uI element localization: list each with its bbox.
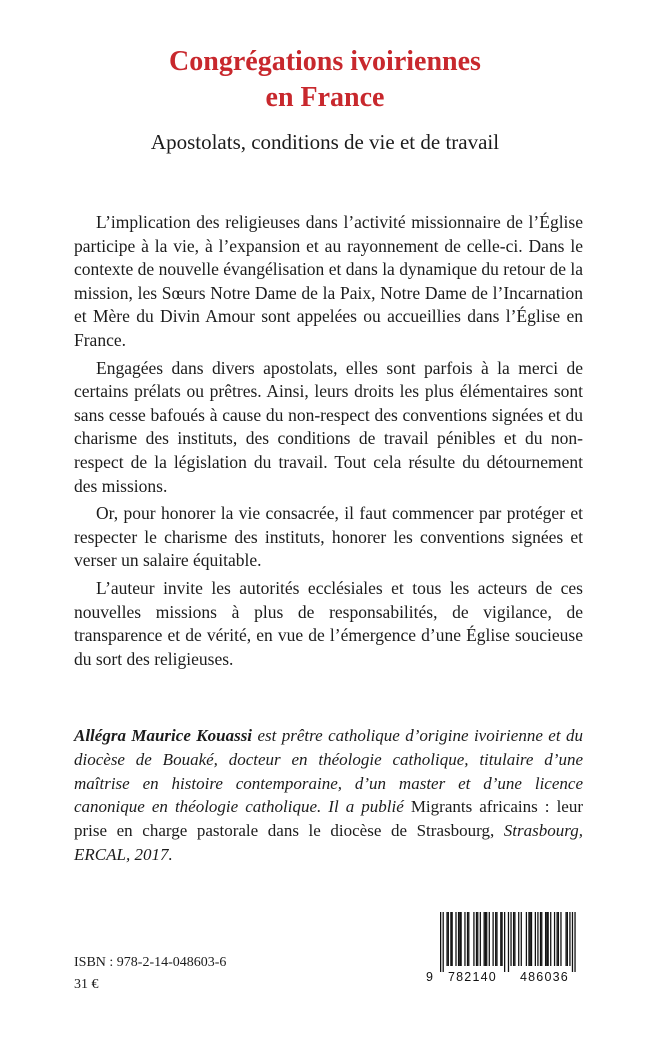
summary-paragraph-1: L’implication des religieuses dans l’activité missionnaire de l’Église participe à la vie, à l’expansion et au rayonnement de celle-ci. Dans le contexte de nouvelle évangélisation et dans la dynamique du retour de la mission, les Sœurs Notre Dame de la Paix, Notre Dame de l’Incarnation et Mère du Divin Amour sont appelées ou accueillies dans l’Église en France. [74,212,583,350]
summary-paragraph-4: L’auteur invite les autorités ecclésiales et tous les acteurs de ces nouvelles missions à plus de responsabilités, de vigilance, de transparence et de vérité, en vue de l’émergence d’une Église soucieuse du sort des religieuses. [74,577,583,669]
barcode-bar [459,912,460,966]
barcode-right-digits: 486036 [520,970,569,984]
barcode-bar [518,912,519,966]
price-label: 31 € [74,977,99,992]
barcode-bar [492,912,493,966]
isbn-label: ISBN : 978-2-14-048603-6 [74,955,227,970]
barcode-bar [545,912,546,966]
barcode-bar [554,912,555,966]
barcode-bar [440,912,441,972]
barcode-bar [540,912,541,966]
barcode-bar [501,912,502,966]
author-description: est prêtre catholique d’origine ivoirienne et du diocèse de Bouaké, docteur en théologie catholique, titulaire d’une maîtrise en histoire contemporaine, d’un master et d’une licence canonique en théologie catholique. Il a publié [74,726,583,817]
barcode-bar [521,912,522,966]
barcode-bar [458,912,459,966]
barcode-bar [486,912,487,966]
summary-text [74,211,583,675]
barcode-bar [448,912,449,966]
barcode-bar [496,912,497,966]
barcode-bar [455,912,456,966]
barcode-bar [504,912,505,972]
barcode-bar [467,912,468,966]
book-subtitle: Apostolats, conditions de vie et de travail [150,130,500,154]
barcode-bar [508,912,509,972]
barcode-bar [569,912,570,966]
barcode-bar [452,912,453,966]
barcode-bar [530,912,531,966]
barcode-bar [450,912,451,966]
barcode-bar [528,912,529,966]
barcode-bar [550,912,551,966]
barcode-bar [531,912,532,966]
previous-book-title: Migrants africains : leur prise en charge pastorale dans le diocèse de Strasbourg, [74,797,583,841]
barcode-bar [558,912,559,966]
barcode-bar [476,912,477,966]
barcode-bar [485,912,486,966]
author-name: Allégra Maurice Kouassi [74,726,253,745]
barcode-bar [468,912,469,966]
barcode-bar [546,912,547,966]
barcode-bar [484,912,485,966]
barcode-bar [513,912,514,966]
barcode-bar [480,912,481,966]
barcode-bar [500,912,501,966]
barcode-left-digits: 782140 [448,970,497,984]
barcode [424,910,580,996]
barcode-bar [567,912,568,966]
barcode-bar [495,912,496,966]
barcode-bar [460,912,461,966]
barcode-bar [489,912,490,966]
barcode-bar [560,912,561,966]
barcode-bar [446,912,447,966]
barcode-bar [572,912,573,972]
barcode-bar [473,912,474,966]
book-title-line-1: Congrégations ivoiriennes [169,46,481,77]
barcode-bar [541,912,542,966]
author-bio [74,724,583,867]
barcode-bar [565,912,566,966]
barcode-bar [574,912,575,972]
barcode-bar [510,912,511,966]
barcode-bar [443,912,444,972]
book-title-line-2: en France [265,82,385,113]
barcode-bar [477,912,478,966]
barcode-bar [526,912,527,966]
barcode-bar [464,912,465,966]
barcode-bar [514,912,515,966]
barcode-first-digit: 9 [426,970,435,984]
barcode-bar [535,912,536,966]
summary-paragraph-2: Engagées dans divers apostolats, elles sont parfois à la merci de certains prélats ou prêtres. Ainsi, leurs droits les plus élémentaires sont sans cesse bafoués à cause du non-respect des conventions signées et du charisme des instituts, des conditions de travail pénibles et du non-respect de la législation du travail. Tout cela résulte du détournement des missions. [74,357,583,496]
previous-book-publication: Strasbourg, ERCAL, 2017. [74,821,583,864]
barcode-bar [556,912,557,966]
barcode-bars [424,910,580,972]
summary-paragraph-3: Or, pour honorer la vie consacrée, il faut commencer par protéger et respecter le charisme des instituts, honorer les conventions signées et verser un salaire équitable. [74,503,583,571]
barcode-bar [537,912,538,966]
barcode-bar [548,912,549,966]
